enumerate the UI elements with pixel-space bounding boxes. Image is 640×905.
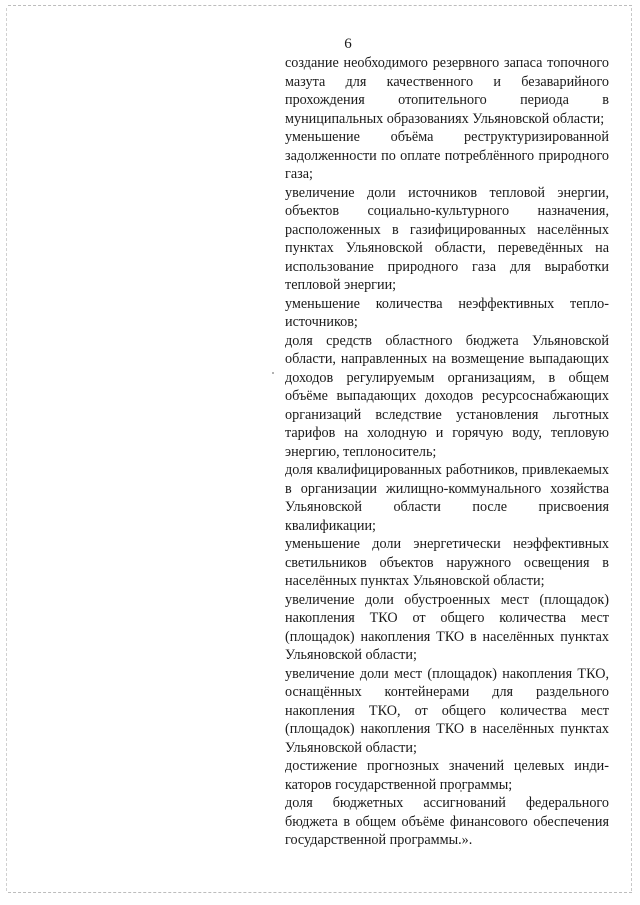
document-body xyxy=(285,54,609,850)
paragraph-fuel-oil-reserve: создание необходимого резервного запаса топочного мазута для качественного и безаварийного прохождения отопительного периода в муниципальных образованиях Ульяновской области; xyxy=(285,55,609,127)
scan-speck xyxy=(272,372,274,374)
paragraph-qualified-workers: доля квалифицированных работников, привлекаемых в организации жилищно-коммунального хозяйства Ульяновской области после присвоения квалификации; xyxy=(285,462,609,534)
scan-edge-left xyxy=(6,8,7,891)
paragraph-federal-budget: доля бюджетных ассигнований федерального бюджета в общем объёме финансового обеспечения государственной программы.». xyxy=(285,795,609,848)
paragraph-gas-debt: уменьшение объёма реструктуризированной задолженности по оплате потреблённого природного газа; xyxy=(285,129,609,182)
paragraph-street-lighting: уменьшение доли энергетически неэффективных светильников объектов наружного освещения в населённых пунктах Ульяновской области; xyxy=(285,536,609,589)
paragraph-gas-conversion: увеличение доли источников тепловой энергии, объектов социально-культурного назначения, расположенных в газифицированных населённых пунктах Ульяновской области, переведённых на использование природного газа для выработки тепловой энергии; xyxy=(285,184,609,293)
scan-edge-top xyxy=(8,5,632,6)
paragraph-waste-sites: увеличение доли обустроенных мест (площадок) накопления ТКО от общего количества мест (площадок) накопления ТКО в населённых пунктах Ульяновской области; xyxy=(285,591,609,663)
paragraph-separate-collection: увеличение доли мест (площадок) накопления ТКО, оснащённых контейнерами для раздельного накопления ТКО, от общего количества мест (площадок) накопления ТКО в населённых пунктах Ульяновской области; xyxy=(285,665,609,756)
paragraph-inefficient-heat-sources: уменьшение количества неэффективных теплоисточников; xyxy=(285,295,609,330)
page-number: 6 xyxy=(344,36,352,52)
paragraph-target-indicators: достижение прогнозных значений целевых индикаторов государственной программы; xyxy=(285,758,609,793)
scan-edge-right xyxy=(631,8,632,891)
paragraph-budget-compensation: доля средств областного бюджета Ульяновской области, направленных на возмещение выпадающих доходов регулируемым организациям, в общем объёме выпадающих доходов ресурсоснабжающих организаций вследствие установления льготных тарифов на холодную и горячую воду, тепловую энергию, теплоноситель; xyxy=(285,332,609,460)
scan-edge-bottom xyxy=(8,892,632,893)
